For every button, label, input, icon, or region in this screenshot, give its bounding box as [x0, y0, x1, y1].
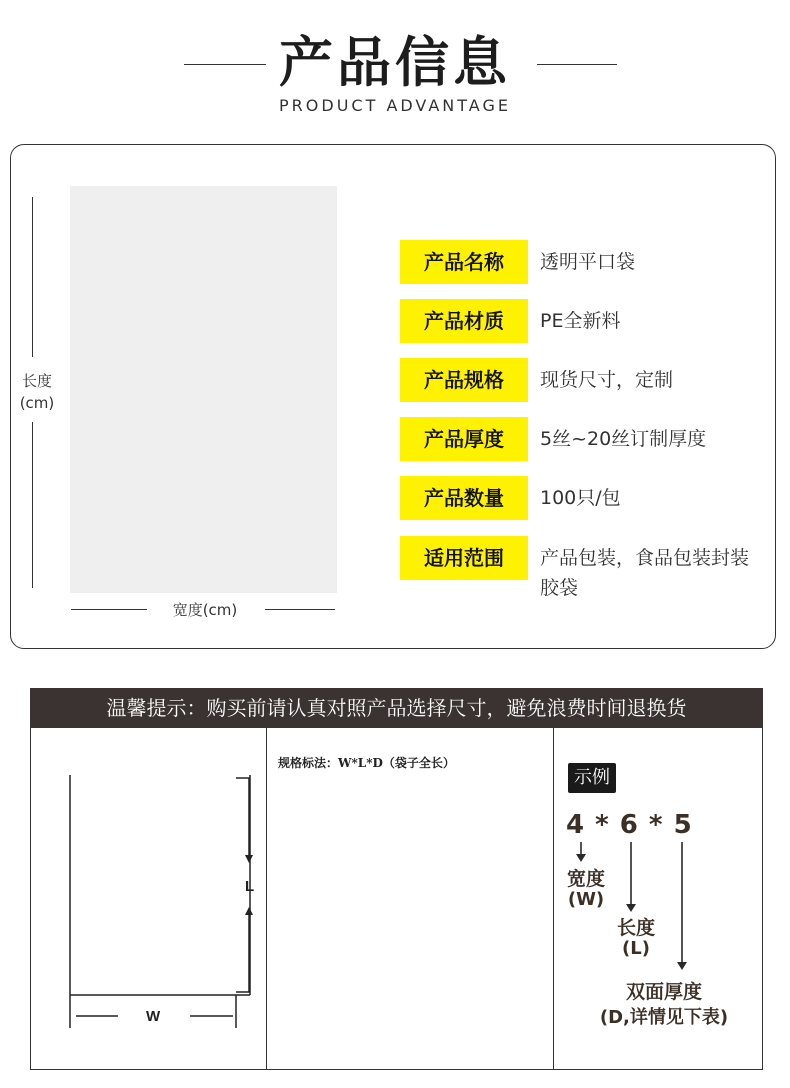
info-value: 透明平口袋 — [540, 251, 636, 273]
page-subtitle: PRODUCT ADVANTAGE — [279, 96, 511, 115]
example-formula: 4 * 6 * 5 — [566, 810, 693, 840]
info-row-material — [400, 299, 770, 345]
info-row-name — [400, 240, 770, 286]
info-value: 100只/包 — [540, 487, 621, 509]
frame-bottom — [30, 1069, 763, 1070]
page-title: 产品信息 — [279, 31, 511, 94]
length-line-bottom — [32, 422, 33, 588]
info-value: 现货尺寸，定制 — [540, 369, 674, 391]
length-label: 长度 (cm) — [19, 372, 55, 412]
info-label: 产品数量 — [400, 476, 528, 520]
info-row-usage — [400, 536, 770, 606]
info-label: 产品材质 — [400, 299, 528, 343]
frame-divider-2 — [553, 728, 554, 1070]
spec-note: 规格标法：W*L*D（袋子全长） — [278, 756, 455, 770]
example-thickness: 双面厚度 — [625, 981, 702, 1003]
info-label: 产品名称 — [400, 240, 528, 284]
frame-right — [762, 728, 763, 1070]
example-thickness-sub: (D,详情见下表) — [599, 1007, 729, 1028]
info-value: 产品包装，食品包装封装胶袋 — [540, 547, 750, 599]
frame-divider-1 — [266, 728, 267, 1070]
example-length-sub: (L) — [622, 938, 650, 959]
info-label: 适用范围 — [400, 536, 528, 580]
bag-image — [70, 186, 337, 593]
width-line-left — [71, 609, 147, 610]
info-value: PE全新料 — [540, 310, 621, 332]
sketch-w-label: W — [146, 1008, 161, 1025]
info-value: 5丝~20丝订制厚度 — [540, 428, 707, 450]
frame-left — [30, 728, 31, 1070]
info-label: 产品规格 — [400, 358, 528, 402]
example-width-sub: (W) — [567, 889, 605, 910]
info-row-thickness — [400, 417, 770, 463]
sketch-l-label: L — [245, 878, 255, 895]
info-row-quantity — [400, 476, 770, 522]
example-width: 宽度 — [566, 868, 605, 890]
bag-sketch — [40, 760, 265, 1060]
width-line-right — [265, 609, 335, 610]
length-line-top — [32, 197, 33, 357]
example-length: 长度 — [616, 917, 655, 939]
info-label: 产品厚度 — [400, 417, 528, 461]
width-label: 宽度(cm) — [172, 601, 238, 619]
info-row-spec — [400, 358, 770, 404]
tips-banner-text: 温馨提示：购买前请认真对照产品选择尺寸，避免浪费时间退换货 — [106, 696, 687, 720]
example-tag: 示例 — [568, 763, 616, 793]
